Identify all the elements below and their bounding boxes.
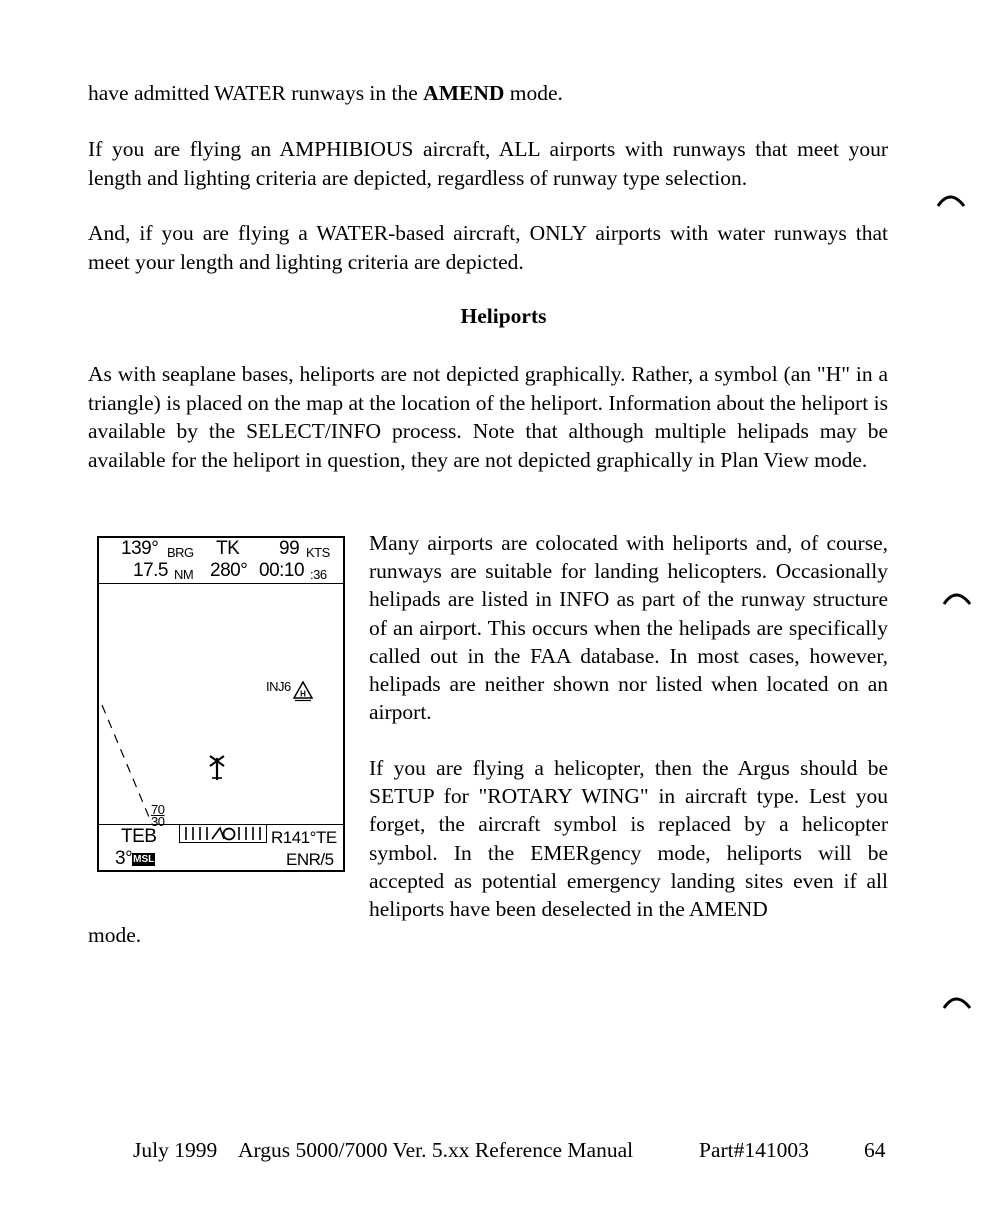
time-main: 00:10	[259, 560, 305, 581]
p1-text: have admitted WATER runways in the	[88, 81, 424, 105]
binder-hole-mark-1	[936, 190, 966, 210]
p1-bold: AMEND	[423, 81, 505, 105]
paragraph-mode: mode.	[88, 923, 142, 947]
svg-text:H: H	[300, 689, 306, 699]
paragraph-colocated: Many airports are colocated with heliports and, of course, runways are suitable for landing helicopters. Occasionally helipads are listed in INFO as part of the runway structure of an airport. This occurs when the helipads are specifically called out in the FAA database. In most cases, however, helipads are neither shown nor listed when located on an airport.	[369, 531, 888, 725]
altitude-value	[115, 849, 155, 869]
distance-value: 17.5	[133, 560, 168, 581]
paragraph-water-runways	[88, 79, 888, 108]
footer-part-number: Part#141003	[699, 1138, 809, 1162]
binder-hole-mark-3	[942, 992, 972, 1012]
msl-badge: MSL	[133, 854, 155, 865]
footer-title: Argus 5000/7000 Ver. 5.xx Reference Manual	[238, 1138, 634, 1162]
footer-date: July 1999	[133, 1138, 218, 1162]
runway-info: R141°TE	[271, 828, 337, 847]
course-line	[102, 705, 149, 817]
speed-unit: KTS	[306, 545, 330, 560]
time-seconds: :36	[310, 567, 327, 582]
bearing-label: BRG	[167, 545, 194, 560]
heliport-triangle-icon	[294, 682, 312, 701]
section-heading-heliports: Heliports	[460, 304, 547, 328]
binder-hole-mark-2	[942, 588, 972, 608]
speed-value: 99	[279, 538, 300, 559]
ils-ticks	[180, 825, 266, 842]
destination-id: TEB	[121, 826, 157, 847]
paragraph-heliports-intro: As with seaplane bases, heliports are not depicted graphically. Rather, a symbol (an "H" in a triangle) is placed on the map at the location of the heliport. Information about the heliport is available by the SELECT/INFO process. Note that although multiple helipads may be available for the heliport in question, they are not depicted graphically in Plan View mode.	[88, 362, 888, 472]
heliport-id-label: INJ6	[266, 679, 291, 694]
paragraph-water-based: And, if you are flying a WATER-based aircraft, ONLY airports with water runways that meet your length and lighting criteria are depicted.	[88, 221, 888, 274]
track-value: 280°	[210, 560, 248, 581]
track-label: TK	[216, 538, 240, 559]
top-divider	[99, 583, 343, 584]
argus-display-figure	[97, 536, 345, 872]
range-scale-top: 70	[151, 802, 165, 817]
paragraph-helicopter-setup: If you are flying a helicopter, then the Argus should be SETUP for "ROTARY WING" in aircraft type. Lest you forget, the aircraft symbol is replaced by a helicopter symbol. In the EMERgency mode, heliports will be accepted as potential emergency landing sites even if all heliports have been deselected in the AMEND	[369, 756, 888, 922]
p1-end: mode.	[504, 81, 563, 105]
map-area	[99, 585, 343, 825]
mode-info: ENR/5	[286, 850, 334, 869]
ils-indicator	[179, 824, 267, 843]
helicopter-icon	[210, 756, 224, 780]
range-scale-bottom: 30	[151, 814, 165, 829]
distance-unit: NM	[174, 567, 194, 582]
footer-page-number: 64	[864, 1138, 886, 1162]
bearing-value: 139°	[121, 538, 159, 559]
altitude-number: 3°	[115, 848, 133, 869]
paragraph-amphibious: If you are flying an AMPHIBIOUS aircraft, ALL airports with runways that meet your length and lighting criteria are depicted, regardless of runway type selection.	[88, 137, 888, 190]
